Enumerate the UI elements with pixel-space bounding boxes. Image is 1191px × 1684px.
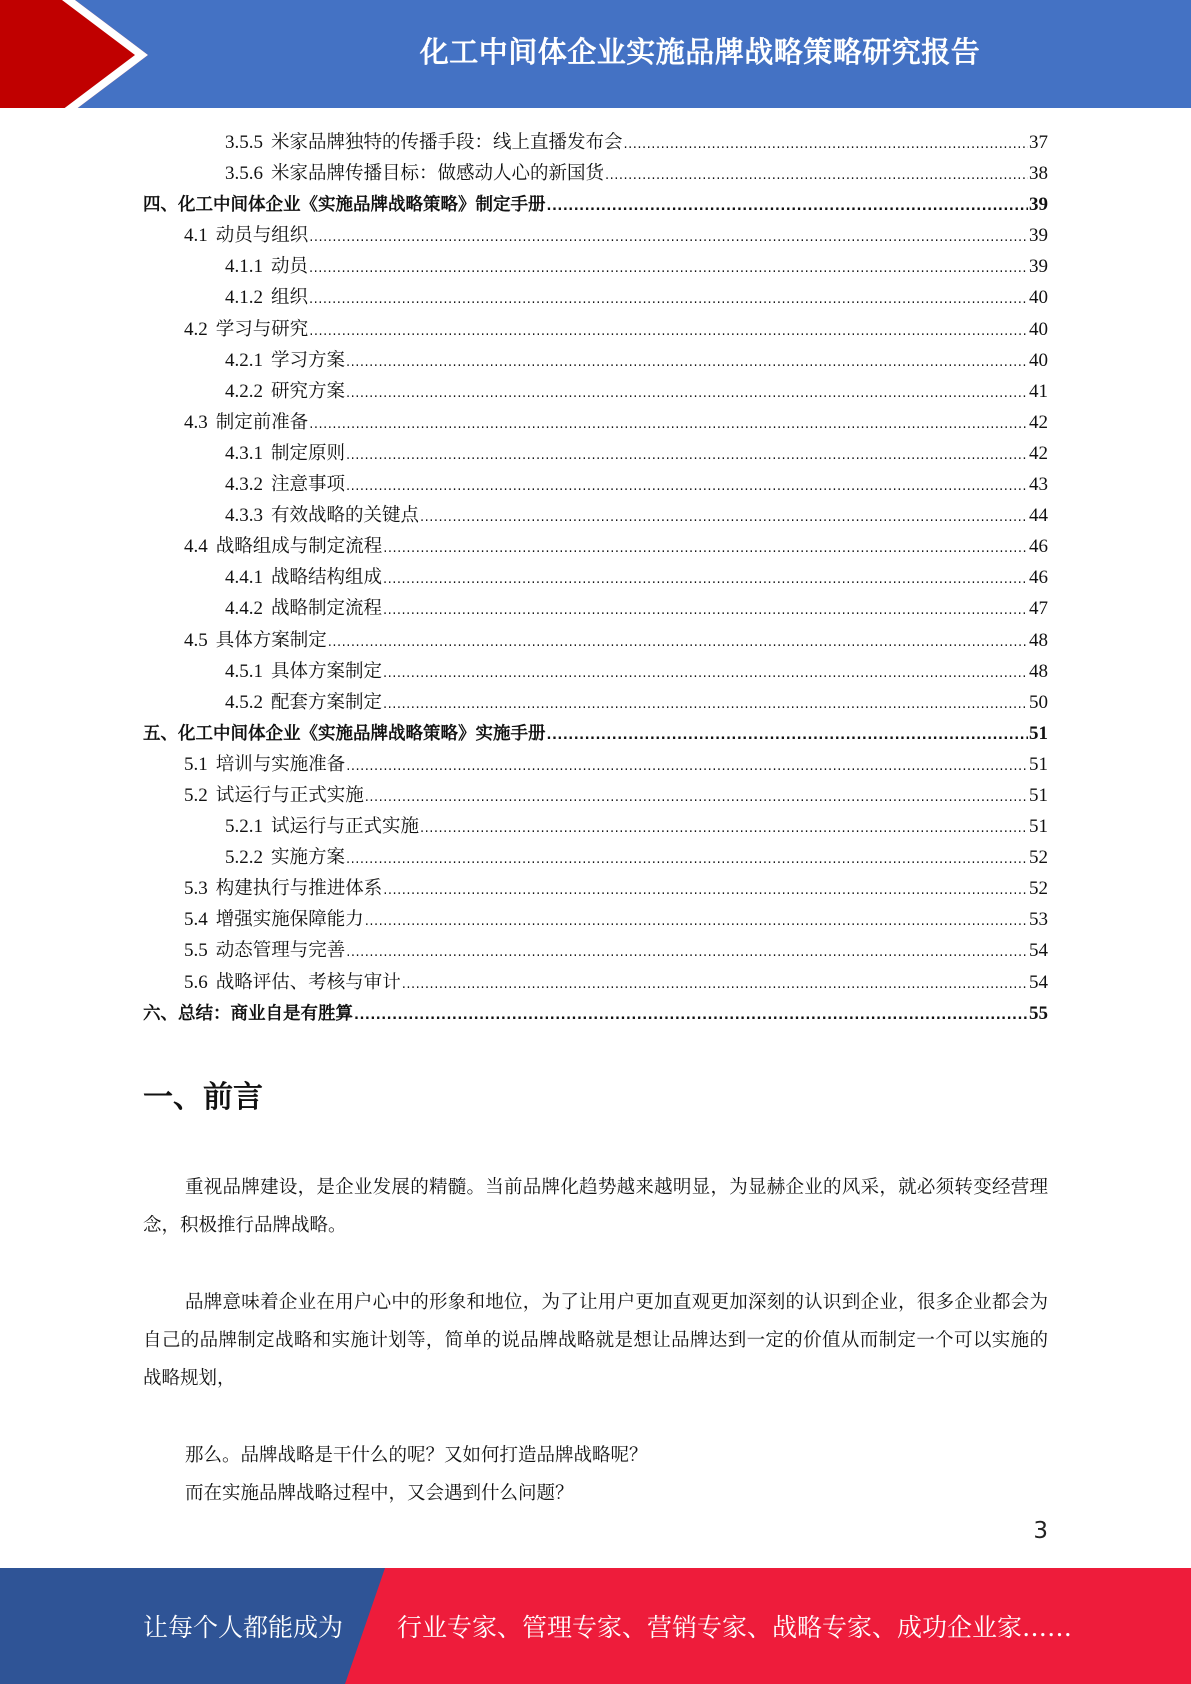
toc-entry-page: 37 bbox=[1029, 132, 1048, 153]
toc-entry[interactable] bbox=[143, 189, 1048, 220]
toc-entry-label bbox=[225, 842, 345, 873]
toc-entry-label bbox=[184, 531, 382, 562]
toc-leader-dots bbox=[383, 564, 1028, 595]
toc-entry-text: 学习方案 bbox=[271, 349, 346, 371]
toc-entry-text: 培训与实施准备 bbox=[215, 753, 346, 775]
toc-leader-dots bbox=[346, 471, 1028, 502]
toc-entry-label bbox=[225, 811, 419, 842]
toc-entry-number: 5.2.2 bbox=[225, 847, 263, 869]
toc-entry-label bbox=[225, 500, 419, 531]
toc-entry-page: 50 bbox=[1029, 691, 1048, 713]
toc-entry[interactable] bbox=[143, 158, 1048, 189]
toc-entry-label bbox=[184, 407, 308, 438]
toc-entry-text: 动态管理与完善 bbox=[215, 940, 346, 962]
toc-entry-page: 40 bbox=[1029, 287, 1048, 309]
toc-entry-number: 4.3.2 bbox=[225, 474, 263, 496]
toc-entry-label bbox=[225, 593, 382, 624]
toc-leader-dots bbox=[383, 658, 1028, 689]
footer-slogan-right: 行业专家、管理专家、营销专家、战略专家、成功企业家…… bbox=[397, 1613, 1073, 1642]
toc-entry-text: 具体方案制定 bbox=[215, 629, 327, 651]
toc-entry-text: 战略制定流程 bbox=[271, 598, 383, 620]
toc-entry-page: 52 bbox=[1029, 878, 1048, 900]
toc-entry-page: 41 bbox=[1029, 380, 1048, 402]
toc-leader-dots bbox=[402, 969, 1028, 1000]
toc-entry-number: 3.5.5 bbox=[225, 132, 263, 153]
toc-entry-number: 4.4 bbox=[184, 536, 208, 558]
toc-entry-text: 有效战略的关键点 bbox=[271, 505, 420, 527]
toc-entry-text: 增强实施保障能力 bbox=[215, 909, 364, 931]
toc-entry-label bbox=[184, 904, 364, 935]
toc-entry[interactable] bbox=[143, 562, 1048, 593]
toc-entry-text: 注意事项 bbox=[271, 474, 346, 496]
toc-entry-label bbox=[225, 376, 345, 407]
toc-entry-page: 47 bbox=[1029, 598, 1048, 620]
toc-entry-text: 组织 bbox=[271, 287, 309, 309]
toc-leader-dots bbox=[365, 782, 1028, 813]
toc-entry-page: 55 bbox=[1029, 1002, 1048, 1024]
toc-entry-label bbox=[225, 656, 382, 687]
toc-entry-label bbox=[184, 749, 345, 780]
toc-entry-text: 学习与研究 bbox=[215, 318, 309, 340]
toc-entry-number: 5.1 bbox=[184, 753, 208, 775]
toc-leader-dots bbox=[383, 689, 1028, 720]
toc-leader-dots bbox=[346, 440, 1028, 471]
toc-entry-page: 40 bbox=[1029, 318, 1048, 340]
toc-entry-number: 4.3 bbox=[184, 411, 208, 433]
paragraph-2: 品牌意味着企业在用户心中的形象和地位，为了让用户更加直观更加深刻的认识到企业，很多企业都会为自己的品牌制定战略和实施计划等，简单的说品牌战略就是想让品牌达到一定的价值从而制定一个可以实施的战略规划， bbox=[143, 1292, 1048, 1389]
toc-entry-number: 5.6 bbox=[184, 971, 208, 993]
toc-leader-dots bbox=[383, 595, 1028, 626]
toc-entry-text: 米家品牌传播目标：做感动人心的新国货 bbox=[271, 163, 605, 185]
toc-entry-number: 5.3 bbox=[184, 878, 208, 900]
toc-entry-text: 实施方案 bbox=[271, 847, 346, 869]
toc-entry-number: 4.3.1 bbox=[225, 442, 263, 464]
toc-entry[interactable] bbox=[143, 967, 1048, 998]
table-of-contents bbox=[143, 127, 1048, 1029]
toc-entry-number: 4.5.1 bbox=[225, 660, 263, 682]
toc-entry[interactable] bbox=[143, 376, 1048, 407]
toc-entry[interactable] bbox=[143, 500, 1048, 531]
page-number: 3 bbox=[1033, 1518, 1048, 1544]
toc-entry-label bbox=[184, 625, 327, 656]
toc-entry-number: 5.5 bbox=[184, 940, 208, 962]
toc-entry[interactable] bbox=[143, 842, 1048, 873]
toc-entry-text: 试运行与正式实施 bbox=[271, 816, 420, 838]
toc-leader-dots bbox=[354, 1000, 1028, 1031]
toc-entry-label bbox=[225, 469, 345, 500]
toc-entry-page: 44 bbox=[1029, 505, 1048, 527]
toc-leader-dots bbox=[309, 284, 1028, 315]
toc-leader-dots bbox=[346, 937, 1028, 968]
toc-entry-number: 4.2.2 bbox=[225, 380, 263, 402]
toc-entry-label bbox=[184, 935, 345, 966]
toc-leader-dots bbox=[309, 253, 1028, 284]
toc-entry-number: 4.1.1 bbox=[225, 256, 263, 278]
toc-leader-dots bbox=[328, 627, 1028, 658]
toc-entry-page: 39 bbox=[1029, 194, 1048, 216]
toc-entry-text: 制定前准备 bbox=[215, 411, 309, 433]
toc-entry-text: 战略结构组成 bbox=[271, 567, 383, 589]
toc-entry-label bbox=[225, 438, 345, 469]
toc-entry-page: 51 bbox=[1029, 816, 1048, 838]
toc-entry-page: 39 bbox=[1029, 256, 1048, 278]
toc-entry-text: 六、总结：商业自是有胜算 bbox=[143, 1003, 353, 1024]
toc-entry-label bbox=[184, 780, 364, 811]
toc-entry-page: 42 bbox=[1029, 442, 1048, 464]
toc-entry-number: 4.2 bbox=[184, 318, 208, 340]
toc-leader-dots bbox=[309, 409, 1028, 440]
toc-entry[interactable] bbox=[143, 811, 1048, 842]
toc-leader-dots bbox=[420, 502, 1028, 533]
toc-entry-page: 51 bbox=[1029, 784, 1048, 806]
toc-entry[interactable] bbox=[143, 780, 1048, 811]
toc-entry-label bbox=[225, 251, 308, 282]
paragraph-3: 那么。品牌战略是干什么的呢？又如何打造品牌战略呢？ bbox=[185, 1445, 648, 1466]
toc-leader-dots bbox=[346, 751, 1028, 782]
toc-entry-text: 米家品牌独特的传播手段：线上直播发布会 bbox=[271, 132, 623, 153]
toc-entry[interactable] bbox=[143, 438, 1048, 469]
toc-entry[interactable] bbox=[143, 593, 1048, 624]
toc-entry-page: 52 bbox=[1029, 847, 1048, 869]
toc-entry-text: 具体方案制定 bbox=[271, 660, 383, 682]
toc-entry-page: 51 bbox=[1029, 722, 1048, 744]
toc-entry[interactable] bbox=[143, 656, 1048, 687]
toc-entry-label bbox=[225, 282, 308, 313]
toc-leader-dots bbox=[346, 378, 1028, 409]
toc-entry-label bbox=[184, 967, 401, 998]
toc-entry[interactable] bbox=[143, 127, 1048, 158]
toc-entry-label bbox=[143, 999, 353, 1030]
toc-entry-number: 4.1.2 bbox=[225, 287, 263, 309]
toc-entry-text: 五、化工中间体企业《实施品牌战略策略》实施手册 bbox=[143, 723, 546, 744]
toc-leader-dots bbox=[420, 813, 1028, 844]
toc-entry[interactable] bbox=[143, 407, 1048, 438]
page-footer bbox=[0, 1568, 1191, 1684]
toc-entry-number: 4.5.2 bbox=[225, 691, 263, 713]
toc-entry[interactable] bbox=[143, 469, 1048, 500]
toc-entry-page: 54 bbox=[1029, 971, 1048, 993]
toc-entry-text: 动员 bbox=[271, 256, 309, 278]
toc-entry-number: 5.2.1 bbox=[225, 816, 263, 838]
paragraph-4: 而在实施品牌战略过程中，又会遇到什么问题？ bbox=[185, 1483, 574, 1504]
toc-leader-dots bbox=[547, 191, 1029, 222]
toc-entry-page: 51 bbox=[1029, 753, 1048, 775]
toc-entry[interactable] bbox=[143, 345, 1048, 376]
toc-entry-label bbox=[143, 190, 546, 221]
paragraph-1: 重视品牌建设，是企业发展的精髓。当前品牌化趋势越来越明显，为显赫企业的风采，就必须转变经营理念，积极推行品牌战略。 bbox=[143, 1177, 1048, 1236]
toc-entry-page: 46 bbox=[1029, 536, 1048, 558]
toc-entry[interactable] bbox=[143, 220, 1048, 251]
toc-entry-page: 40 bbox=[1029, 349, 1048, 371]
toc-entry-number: 4.1 bbox=[184, 225, 208, 247]
toc-entry-page: 42 bbox=[1029, 411, 1048, 433]
toc-entry-text: 动员与组织 bbox=[215, 225, 309, 247]
footer-slogan-left: 让每个人都能成为 bbox=[143, 1613, 344, 1642]
toc-entry[interactable] bbox=[143, 625, 1048, 656]
toc-entry[interactable] bbox=[143, 251, 1048, 282]
toc-entry[interactable] bbox=[143, 531, 1048, 562]
toc-entry-number: 4.5 bbox=[184, 629, 208, 651]
toc-entry-text: 战略评估、考核与审计 bbox=[215, 971, 401, 993]
toc-entry-label bbox=[184, 314, 308, 345]
header-title: 化工中间体企业实施品牌战略策略研究报告 bbox=[419, 34, 981, 69]
toc-entry-number: 3.5.6 bbox=[225, 163, 263, 185]
toc-entry-page: 38 bbox=[1029, 163, 1048, 185]
toc-leader-dots bbox=[547, 720, 1029, 751]
toc-entry-text: 制定原则 bbox=[271, 442, 346, 464]
toc-entry-page: 43 bbox=[1029, 474, 1048, 496]
toc-entry-text: 构建执行与推进体系 bbox=[215, 878, 383, 900]
toc-entry-page: 48 bbox=[1029, 660, 1048, 682]
toc-leader-dots bbox=[309, 222, 1028, 253]
toc-entry-number: 4.3.3 bbox=[225, 505, 263, 527]
toc-leader-dots bbox=[383, 533, 1028, 564]
toc-entry-number: 4.2.1 bbox=[225, 349, 263, 371]
toc-entry[interactable] bbox=[143, 749, 1048, 780]
toc-leader-dots bbox=[383, 875, 1028, 906]
toc-entry-page: 53 bbox=[1029, 909, 1048, 931]
toc-entry-label bbox=[225, 345, 345, 376]
toc-entry[interactable] bbox=[143, 687, 1048, 718]
toc-entry-text: 配套方案制定 bbox=[271, 691, 383, 713]
toc-leader-dots bbox=[365, 906, 1028, 937]
toc-entry[interactable] bbox=[143, 718, 1048, 749]
toc-leader-dots bbox=[309, 316, 1028, 347]
toc-entry-text: 四、化工中间体企业《实施品牌战略策略》制定手册 bbox=[143, 195, 546, 216]
toc-entry-number: 5.4 bbox=[184, 909, 208, 931]
page-header bbox=[0, 0, 1191, 110]
toc-entry-label bbox=[225, 687, 382, 718]
toc-entry-label bbox=[225, 562, 382, 593]
toc-entry[interactable] bbox=[143, 282, 1048, 313]
toc-leader-dots bbox=[624, 129, 1028, 160]
toc-leader-dots bbox=[346, 347, 1028, 378]
toc-entry-label bbox=[184, 873, 382, 904]
toc-entry-label bbox=[184, 220, 308, 251]
toc-entry-label bbox=[225, 158, 604, 189]
toc-entry-number: 4.4.2 bbox=[225, 598, 263, 620]
toc-entry-text: 研究方案 bbox=[271, 380, 346, 402]
toc-leader-dots bbox=[605, 160, 1028, 191]
toc-entry-page: 46 bbox=[1029, 567, 1048, 589]
section-heading: 一、前言 bbox=[143, 1080, 263, 1115]
toc-entry-page: 48 bbox=[1029, 629, 1048, 651]
toc-entry-number: 4.4.1 bbox=[225, 567, 263, 589]
toc-entry-page: 39 bbox=[1029, 225, 1048, 247]
toc-entry-page: 54 bbox=[1029, 940, 1048, 962]
toc-entry-text: 战略组成与制定流程 bbox=[215, 536, 383, 558]
toc-entry-text: 试运行与正式实施 bbox=[215, 784, 364, 806]
toc-entry[interactable] bbox=[143, 873, 1048, 904]
toc-entry[interactable] bbox=[143, 935, 1048, 966]
toc-entry[interactable] bbox=[143, 904, 1048, 935]
toc-entry-label bbox=[225, 127, 623, 158]
toc-leader-dots bbox=[346, 844, 1028, 875]
toc-entry[interactable] bbox=[143, 314, 1048, 345]
toc-entry-label bbox=[143, 719, 546, 750]
toc-entry[interactable] bbox=[143, 998, 1048, 1029]
toc-entry-number: 5.2 bbox=[184, 784, 208, 806]
